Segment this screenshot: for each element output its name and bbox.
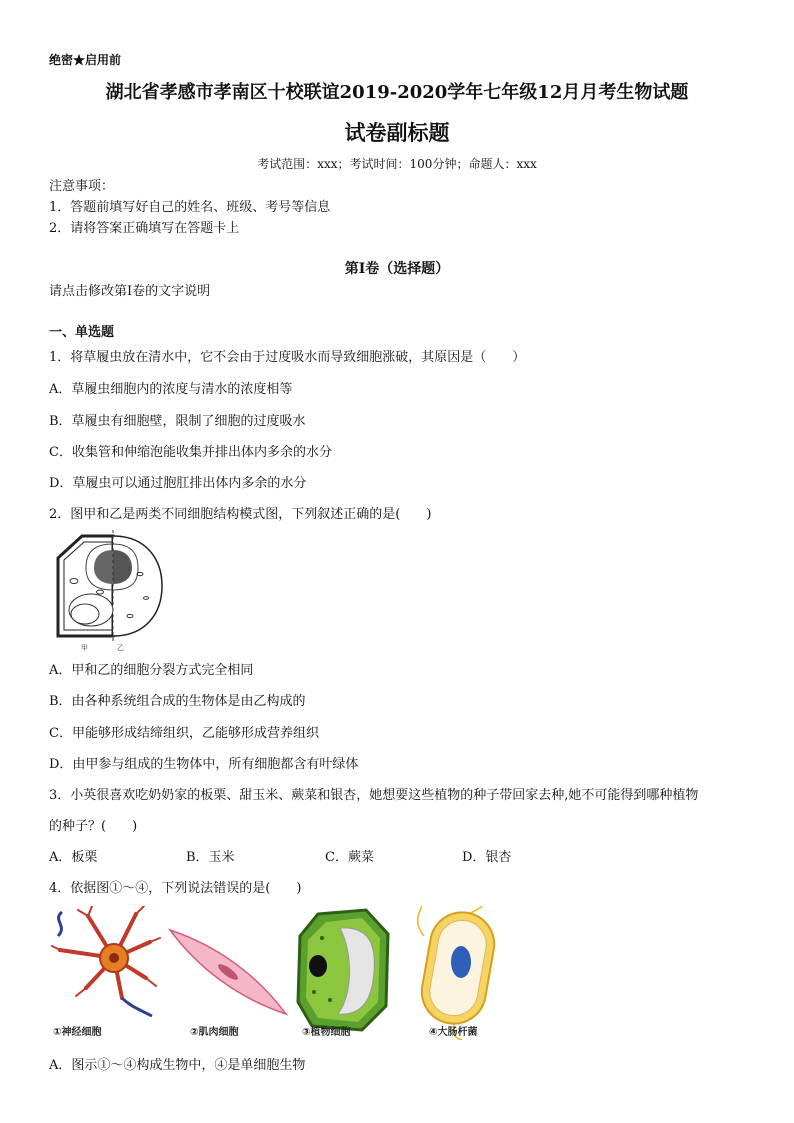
section-hint: 请点击修改第I卷的文字说明: [49, 284, 211, 299]
four-cells-figure: [48, 906, 508, 1040]
question-2-option-d: D．由甲参与组成的生物体中，所有细胞都含有叶绿体: [49, 757, 359, 772]
question-3-stem-line2: 的种子？( ): [49, 819, 138, 834]
part-heading: 一、单选题: [49, 325, 115, 340]
question-1-option-a: A．草履虫细胞内的浓度与清水的浓度相等: [49, 382, 293, 397]
question-3-option-d: D．银杏: [462, 850, 512, 865]
question-1-option-b: B．草履虫有细胞壁，限制了细胞的过度吸水: [49, 414, 306, 429]
note-item: 1．答题前填写好自己的姓名、班级、考号等信息: [49, 200, 331, 215]
note-item: 2．请将答案正确填写在答题卡上: [49, 221, 240, 236]
section-title: 第I卷（选择题）: [344, 261, 450, 277]
notes-heading: 注意事项：: [49, 179, 115, 194]
question-2-option-b: B．由各种系统组合成的生物体是由乙构成的: [49, 694, 306, 709]
question-3-option-c: C．蕨菜: [325, 850, 374, 865]
figure-label-plant: ③植物细胞: [302, 1027, 351, 1038]
question-1-option-d: D．草履虫可以通过胞肛排出体内多余的水分: [49, 476, 307, 491]
figure-label-jia: 甲: [81, 644, 88, 652]
question-1-option-c: C．收集管和伸缩泡能收集并排出体内多余的水分: [49, 445, 332, 460]
figure-label-yi: 乙: [117, 644, 124, 652]
bacterium-image: [417, 906, 499, 1040]
muscle-cell-image: [170, 930, 286, 1014]
question-3-option-a: A．板栗: [49, 850, 98, 865]
question-2-option-a: A．甲和乙的细胞分裂方式完全相同: [49, 663, 254, 678]
page-title: 湖北省孝感市孝南区十校联谊2019-2020学年七年级12月月考生物试题: [105, 82, 689, 103]
question-4-stem: 4．依据图①～④，下列说法错误的是( ): [49, 881, 302, 896]
exam-info: 考试范围：xxx；考试时间：100分钟；命题人：xxx: [257, 157, 537, 171]
figure-label-bacterium: ④大肠杆菌: [429, 1027, 478, 1038]
question-3-stem-line1: 3．小英很喜欢吃奶奶家的板栗、甜玉米、蕨菜和银杏，她想要这些植物的种子带回家去种,她不可能得到哪种植物: [49, 788, 699, 803]
question-4-option-a: A．图示①～④构成生物中，④是单细胞生物: [49, 1058, 306, 1073]
question-3-option-b: B．玉米: [186, 850, 235, 865]
plant-cell-image: [298, 910, 388, 1030]
page-subtitle: 试卷副标题: [344, 120, 450, 145]
question-1-stem: 1．将草履虫放在清水中，它不会由于过度吸水而导致细胞涨破，其原因是（ ）: [49, 350, 526, 365]
secret-label: 绝密★启用前: [49, 53, 122, 67]
question-2-option-c: C．甲能够形成结缔组织，乙能够形成营养组织: [49, 726, 319, 741]
neuron-cell-image: [52, 906, 160, 1016]
cell-structure-figure: [50, 530, 165, 655]
question-2-stem: 2．图甲和乙是两类不同细胞结构模式图，下列叙述正确的是( ): [49, 507, 432, 522]
figure-label-muscle: ②肌肉细胞: [190, 1027, 239, 1038]
figure-label-neuron: ①神经细胞: [53, 1027, 102, 1038]
